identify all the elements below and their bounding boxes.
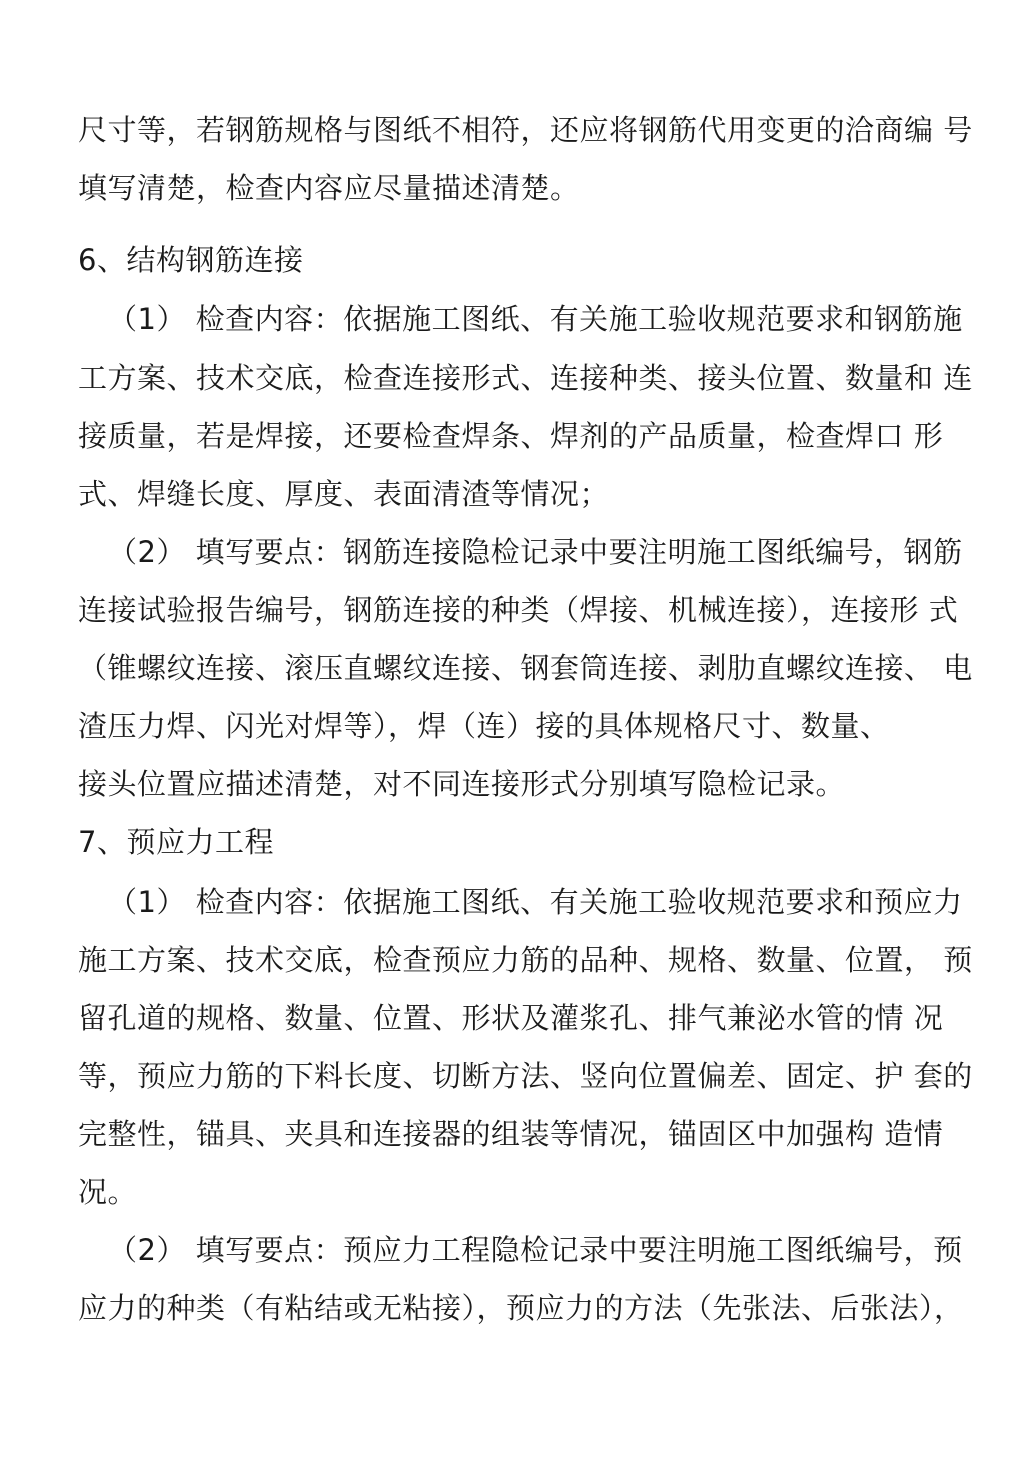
text-line: 工方案、技术交底，检查连接形式、连接种类、接头位置、数量和 连: [78, 361, 973, 395]
text-line: 况。: [78, 1175, 138, 1209]
text-line: 完整性，锚具、夹具和连接器的组装等情况，锚固区中加强构 造情: [78, 1117, 944, 1151]
section-heading: 6、结构钢筋连接: [78, 243, 304, 277]
text-line: 连接试验报告编号，钢筋连接的种类（焊接、机械连接），连接形 式: [78, 593, 959, 627]
text-line: 留孔道的规格、数量、位置、形状及灌浆孔、排气兼泌水管的情 况: [78, 1001, 944, 1035]
text-line: 式、焊缝长度、厚度、表面清渣等情况；: [78, 477, 610, 511]
text-line: 应力的种类（有粘结或无粘接），预应力的方法（先张法、后张法），: [78, 1291, 964, 1325]
text-line: 等，预应力筋的下料长度、切断方法、竖向位置偏差、固定、护 套的: [78, 1059, 973, 1093]
text-line: 填写清楚，检查内容应尽量描述清楚。: [78, 171, 580, 205]
text-line: （锥螺纹连接、滚压直螺纹连接、钢套筒连接、剥肋直螺纹连接、 电: [78, 651, 973, 685]
text-line: 接质量，若是焊接，还要检查焊条、焊剂的产品质量，检查焊口 形: [78, 419, 944, 453]
text-line: （1） 检查内容：依据施工图纸、有关施工验收规范要求和预应力: [108, 885, 963, 919]
text-line: 施工方案、技术交底，检查预应力筋的品种、规格、数量、位置， 预: [78, 943, 973, 977]
text-line: （1） 检查内容：依据施工图纸、有关施工验收规范要求和钢筋施: [108, 302, 963, 336]
text-line: （2） 填写要点：预应力工程隐检记录中要注明施工图纸编号，预: [108, 1233, 963, 1267]
text-line: 尺寸等，若钢筋规格与图纸不相符，还应将钢筋代用变更的洽商编 号: [78, 113, 973, 147]
text-line: （2） 填写要点：钢筋连接隐检记录中要注明施工图纸编号，钢筋: [108, 535, 963, 569]
text-line: 接头位置应描述清楚，对不同连接形式分别填写隐检记录。: [78, 767, 846, 801]
text-line: 渣压力焊、闪光对焊等），焊（连）接的具体规格尺寸、数量、: [78, 709, 890, 743]
section-heading: 7、预应力工程: [78, 825, 274, 859]
